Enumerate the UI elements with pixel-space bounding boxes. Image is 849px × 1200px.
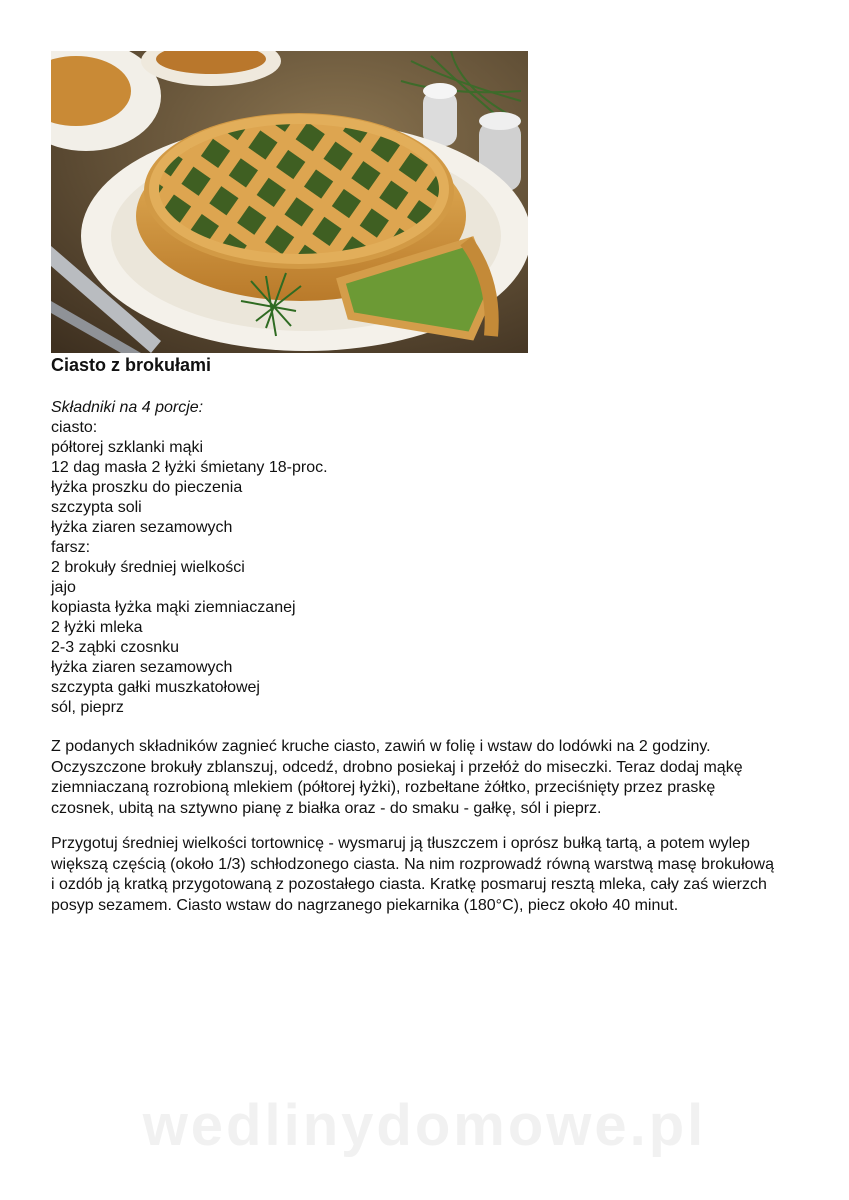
salt-shaker	[423, 83, 457, 146]
watermark: wedlinydomowe.pl	[142, 1093, 707, 1158]
ingredients-list	[51, 398, 771, 718]
instructions-paragraph-1: Z podanych składników zagnieć kruche ciasto, zawiń w folię i wstaw do lodówki na 2 godziny. Oczyszczone brokuły zblanszuj, odcedź, drobno posiekaj i przełóż do miseczki. Teraz dodaj mąkę ziemniaczaną rozrobioną mlekiem (półtorej łyżki), rozbełtane żółtko, przeciśnięty przez praskę czosnek, ubitą na sztywno pianę z białka oraz - do smaku - gałkę, sól i pieprz.	[51, 738, 743, 817]
ingredients-heading: Składniki na 4 porcje:	[51, 399, 204, 416]
ingredient-line: 2 łyżki mleka	[51, 619, 143, 636]
ingredient-line: łyżka ziaren sezamowych	[51, 659, 233, 676]
ingredient-line: jajo	[51, 579, 76, 596]
ingredient-line: półtorej szklanki mąki	[51, 439, 204, 456]
ingredient-line: kopiasta łyżka mąki ziemniaczanej	[51, 599, 296, 616]
ingredient-line: farsz:	[51, 539, 91, 556]
ingredient-line: sól, pieprz	[51, 699, 124, 716]
ingredient-line: szczypta soli	[51, 499, 142, 516]
ingredient-line: ciasto:	[51, 419, 98, 436]
ingredient-line: 2 brokuły średniej wielkości	[51, 559, 245, 576]
ingredient-line: 12 dag masła 2 łyżki śmietany 18-proc.	[51, 459, 328, 476]
ingredient-line: łyżka proszku do pieczenia	[51, 479, 243, 496]
instructions-paragraph-2: Przygotuj średniej wielkości tortownicę - wysmaruj ją tłuszczem i oprósz bułką tartą, a potem wylep większą częścią (około 1/3) schłodzonego ciasta. Na nim rozprowadź równą warstwą masę brokułową i ozdób ją kratką przygotowaną z pozostałego ciasta. Kratkę posmaruj resztą mleka, cały zaś wierzch posyp sezamem. Ciasto wstaw do nagrzanego piekarnika (180°C), piecz około 40 minut.	[51, 835, 774, 914]
recipe-photo	[51, 51, 528, 353]
recipe-title: Ciasto z brokułami	[51, 355, 212, 375]
ingredient-line: 2-3 ząbki czosnku	[51, 639, 180, 656]
ingredient-line: łyżka ziaren sezamowych	[51, 519, 233, 536]
broccoli-pie-illustration	[51, 51, 528, 353]
ingredient-line: szczypta gałki muszkatołowej	[51, 679, 260, 696]
